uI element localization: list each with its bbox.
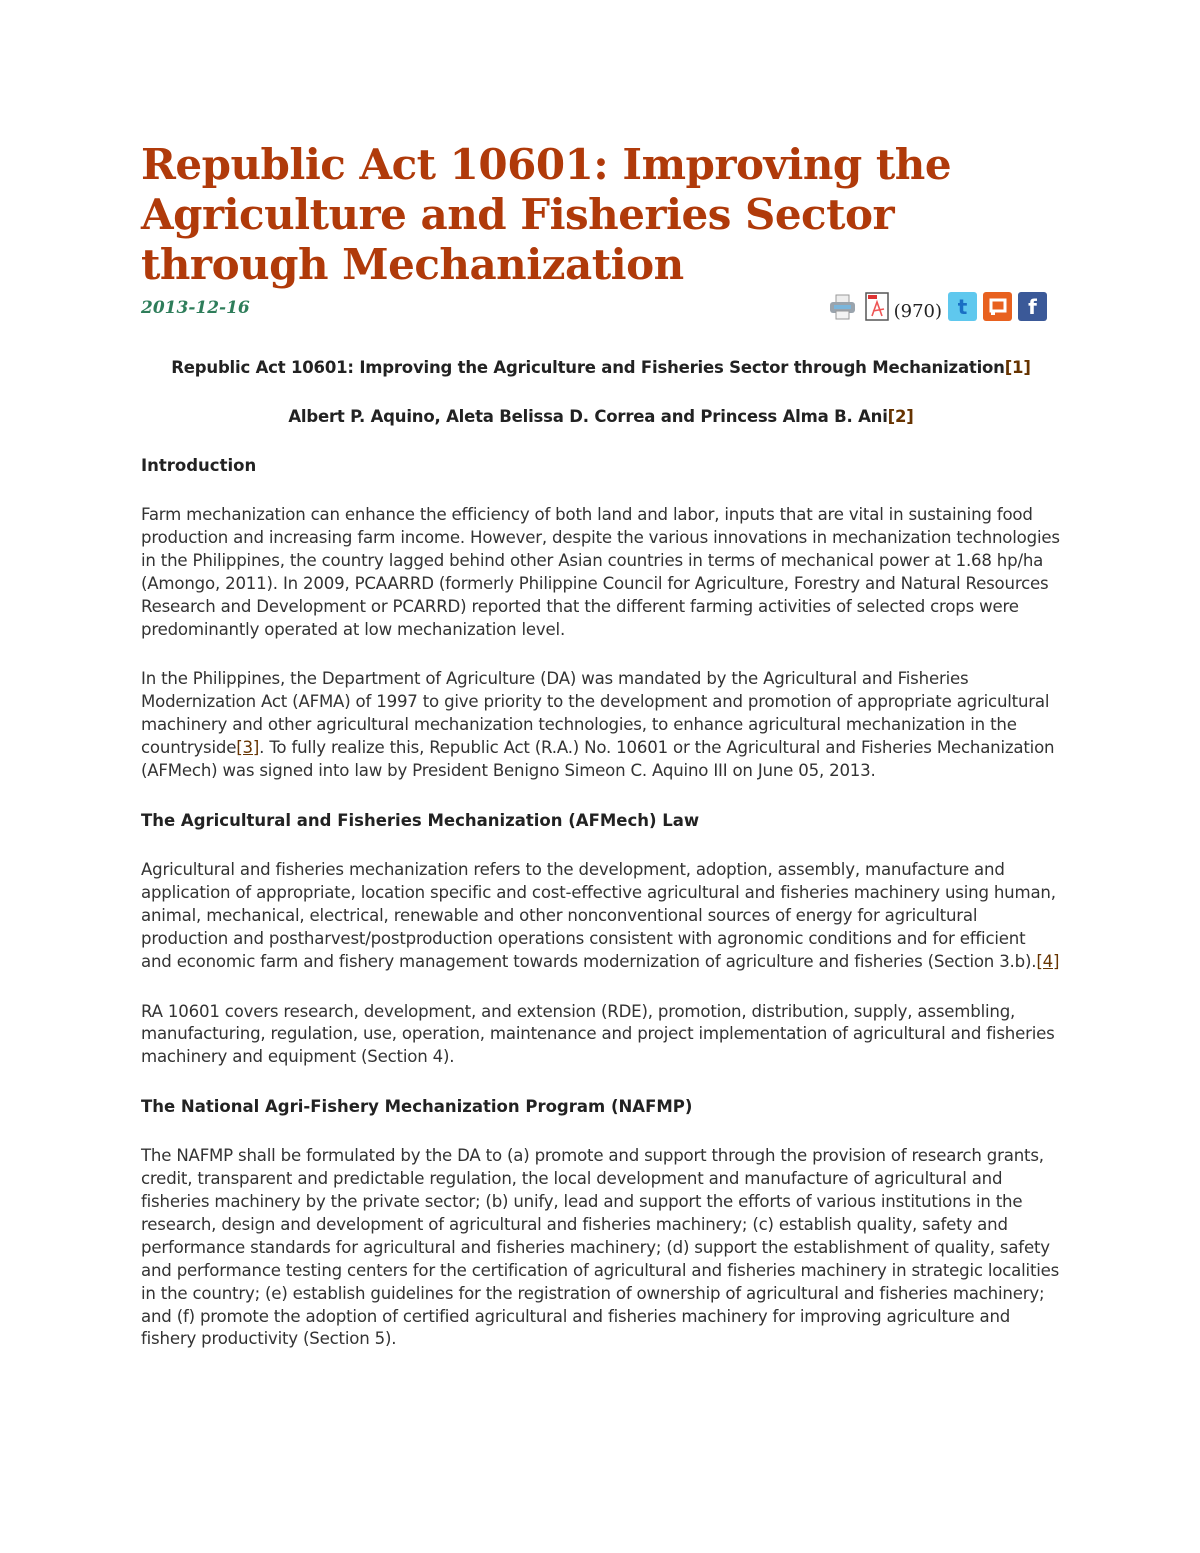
- twitter-icon[interactable]: t: [948, 292, 977, 321]
- footnote-link-3[interactable]: [3]: [236, 738, 260, 758]
- pdf-download-count: (970): [893, 301, 942, 322]
- paragraph-2-text-b: . To fully realize this, Republic Act (R.A.) No. 10601 or the Agricultural and Fisheries Mechanization (AFMech) was signed into law by President Benigno Simeon C. Aquino III on June 05, 2013.: [141, 738, 1055, 781]
- paragraph-3-text: Agricultural and fisheries mechanization refers to the development, adoption, assembly, manufacture and application of appropriate, location specific and cost-effective agricultural and fisheries machinery using human, animal, mechanical, electrical, renewable and other nonconventional sources of energy for agricultural production and postharvest/postproduction operations consistent with agronomic conditions and for efficient and economic farm and fishery management towards modernization of agriculture and fisheries (Section 3.b).: [141, 859, 1056, 971]
- footnote-link-2[interactable]: [2]: [887, 407, 914, 426]
- footnote-link-1[interactable]: [1]: [1004, 358, 1031, 377]
- article: [141, 140, 1061, 1349]
- plurk-icon[interactable]: [983, 292, 1012, 321]
- paragraph-2-text-a: In the Philippines, the Department of Agriculture (DA) was mandated by the Agricultural and Fisheries Modernization Act (AFMA) of 1997 to give priority to the development and promotion of appropriate agricultural machinery and other agricultural mechanization technologies, to enhance agricultural mechanization in the countryside: [141, 669, 1050, 758]
- paragraph-1: Farm mechanization can enhance the efficiency of both land and labor, inputs that are vital in sustaining food production and increasing farm income. However, despite the various innovations in mechanization technologies in the Philippines, the country lagged behind other Asian countries in terms of mechanical power at 1.68 hp/ha (Amongo, 2011). In 2009, PCAARRD (formerly Philippine Council for Agriculture, Forestry and Natural Resources Research and Development or PCARRD) reported that the different farming activities of selected crops were predominantly operated at low mechanization level.: [141, 505, 1060, 639]
- pdf-icon[interactable]: [863, 292, 892, 321]
- section-heading-nafmp: The National Agri-Fishery Mechanization Program (NAFMP): [141, 1097, 693, 1117]
- print-icon[interactable]: [828, 292, 857, 321]
- footnote-link-4[interactable]: [4]: [1036, 951, 1060, 971]
- article-heading-text: Republic Act 10601: Improving the Agriculture and Fisheries Sector through Mechanization: [171, 358, 1005, 377]
- share-toolbar: [828, 291, 1047, 322]
- paragraph-5: The NAFMP shall be formulated by the DA to (a) promote and support through the provision of research grants, credit, transparent and predictable regulation, the local development and manufacture of agricultural and fisheries machinery by the private sector; (b) unify, lead and support the efforts of various institutions in the research, design and development of agricultural and fisheries machinery; (c) establish quality, safety and performance standards for agricultural and fisheries machinery; (d) support the establishment of quality, safety and performance testing centers for the certification of agricultural and fisheries machinery in strategic localities in the country; (e) establish guidelines for the registration of ownership of agricultural and fisheries machinery; and (f) promote the adoption of certified agricultural and fisheries machinery for improving agriculture and fishery productivity (Section 5).: [141, 1146, 1060, 1349]
- paragraph-2: [141, 668, 1061, 783]
- authors-text: Albert P. Aquino, Aleta Belissa D. Correa and Princess Alma B. Ani: [288, 407, 888, 426]
- section-heading-introduction: Introduction: [141, 456, 257, 475]
- facebook-icon[interactable]: f: [1018, 292, 1047, 321]
- paragraph-4: RA 10601 covers research, development, and extension (RDE), promotion, distribution, supply, assembling, manufacturing, regulation, use, operation, maintenance and project implementation of agricultural and fisheries machinery and equipment (Section 4).: [141, 1001, 1055, 1067]
- publish-date: 2013-12-16: [141, 298, 250, 318]
- paragraph-3: [141, 859, 1061, 974]
- article-authors: [141, 406, 1061, 429]
- page-title: Republic Act 10601: Improving the Agriculture and Fisheries Sector through Mechanization: [141, 140, 952, 289]
- article-meta: [141, 290, 1061, 330]
- article-body: [141, 455, 1061, 1378]
- section-heading-afmech-law: The Agricultural and Fisheries Mechanization (AFMech) Law: [141, 810, 700, 830]
- article-heading: [141, 357, 1061, 380]
